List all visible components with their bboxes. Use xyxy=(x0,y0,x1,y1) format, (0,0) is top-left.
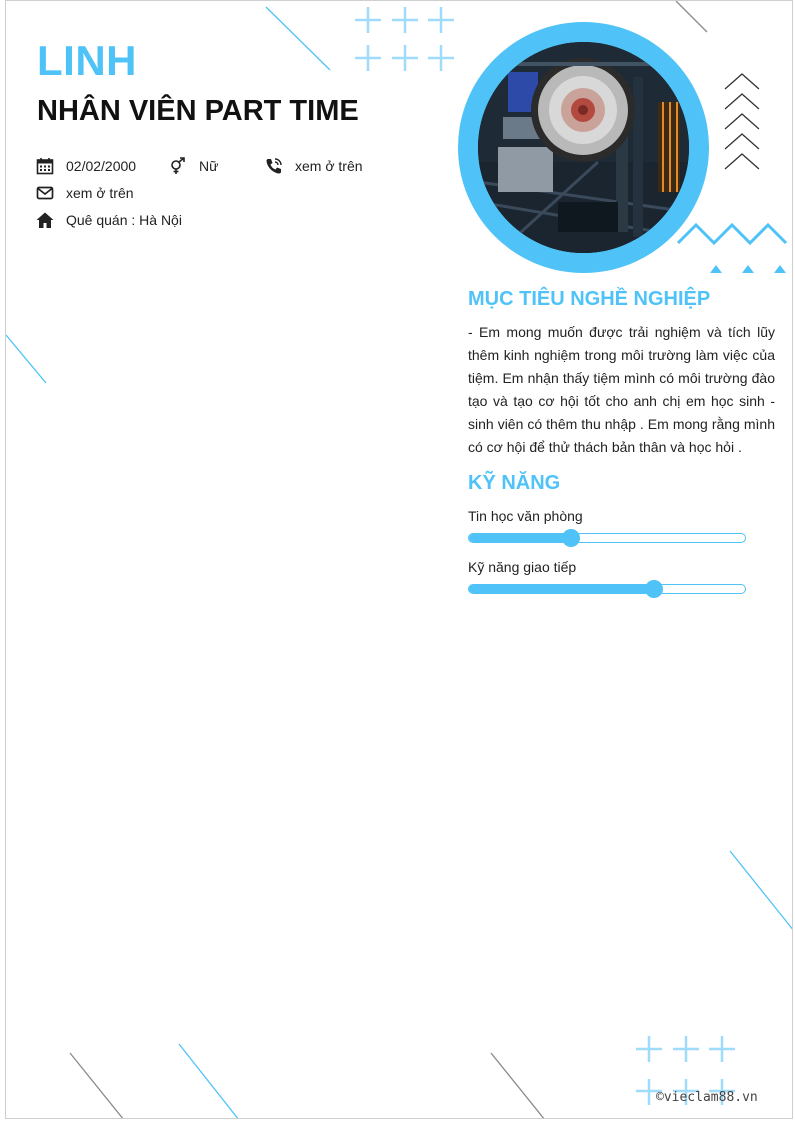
skill-level-knob xyxy=(645,580,663,598)
cv-page xyxy=(5,0,793,1119)
avatar xyxy=(458,22,709,273)
gender-value: Nữ xyxy=(199,158,219,174)
gender-icon xyxy=(169,157,187,175)
skill-label: Kỹ năng giao tiếp xyxy=(468,559,577,575)
gender-row xyxy=(169,157,218,175)
skill-level-bar xyxy=(468,584,746,594)
objective-title: MỤC TIÊU NGHỀ NGHIỆP xyxy=(468,288,711,310)
home-icon xyxy=(36,211,54,229)
objective-text: - Em mong muốn được trải nghiệm và tích lũy thêm kinh nghiệm trong môi trường làm việc của tiệm. Em nhận thấy tiệm mình có môi trường đào tạo và tạo cơ hội tốt cho anh chị em học sinh - sinh viên có thêm thu nhập . Em mong rằng mình có cơ hội để thử thách bản thân và học hỏi . xyxy=(468,324,775,455)
birthday-row xyxy=(36,157,136,175)
hometown-value: Quê quán : Hà Nội xyxy=(66,212,182,228)
phone-icon xyxy=(265,157,283,175)
phone-row xyxy=(265,157,363,175)
skills-title: KỸ NĂNG xyxy=(468,472,561,494)
avatar-photo xyxy=(478,42,689,253)
watermark: ©vieclam88.vn xyxy=(656,1090,758,1105)
phone-value: xem ở trên xyxy=(295,158,363,174)
mail-icon xyxy=(36,184,54,202)
job-position: NHÂN VIÊN PART TIME xyxy=(37,95,359,127)
email-value: xem ở trên xyxy=(66,185,134,201)
candidate-name: LINH xyxy=(37,37,137,84)
hometown-row xyxy=(36,211,182,229)
birthday-value: 02/02/2000 xyxy=(66,158,137,174)
email-row xyxy=(36,184,134,202)
calendar-icon xyxy=(36,157,54,175)
skill-level-bar xyxy=(468,533,746,543)
skill-level-fill xyxy=(469,585,654,593)
skill-level-fill xyxy=(469,534,571,542)
skill-label: Tin học văn phòng xyxy=(468,508,583,524)
skill-level-knob xyxy=(562,529,580,547)
